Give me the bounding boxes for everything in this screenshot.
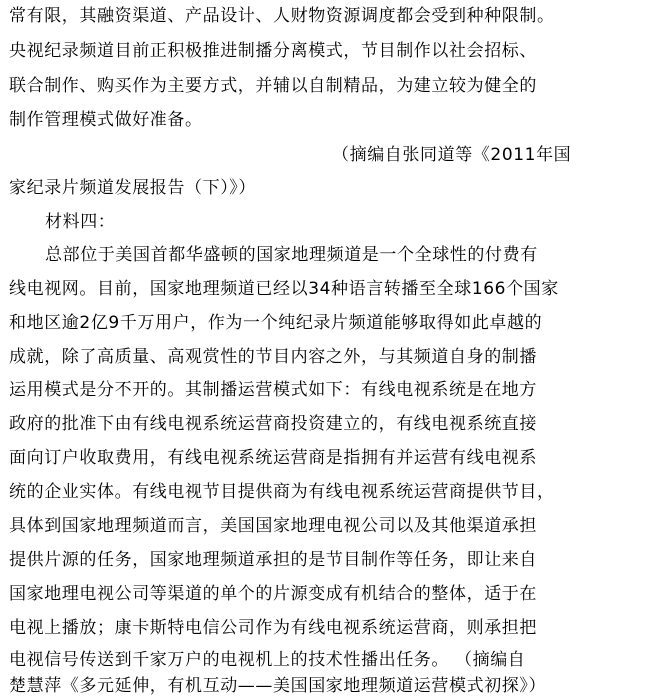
citation-line: 楚慧萍《多元延伸，有机互动——美国国家地理频道运营模式初探》）	[9, 676, 547, 696]
text-line: 政府的批准下由有线电视系统运营商投资建立的，有线电视系统直接	[9, 414, 537, 434]
text-line: 国家地理电视公司等渠道的单个的片源变成有机结合的整体，适于在	[9, 584, 537, 604]
text-line: 面向订户收取费用，有线电视系统运营商是指拥有并运营有线电视系	[9, 448, 537, 468]
text-line: 联合制作、购买作为主要方式，并辅以自制精品，为建立较为健全的	[9, 76, 537, 96]
text-line: 总部位于美国首都华盛顿的国家地理频道是一个全球性的付费有	[45, 245, 538, 265]
citation-line: 家纪录片频道发展报告（下）》）	[9, 178, 256, 198]
section-heading: 材料四：	[45, 212, 116, 232]
text-line: 电视信号传送到千家万户的电视机上的技术性播出任务。 （摘编自	[9, 650, 526, 670]
text-line: 运用模式是分不开的。其制播运营模式如下：有线电视系统是在地方	[9, 380, 537, 400]
text-line: 和地区逾2亿9千万用户，作为一个纯纪录片频道能够取得如此卓越的	[9, 313, 543, 333]
text-line: 成就，除了高质量、高观赏性的节目内容之外，与其频道自身的制播	[9, 347, 537, 367]
text-line: 电视上播放；康卡斯特电信公司作为有线电视系统运营商，则承担把	[9, 618, 537, 638]
text-line: 线电视网。目前，国家地理频道已经以34种语言转播至全球166个国家	[9, 279, 559, 299]
text-line: 常有限，其融资渠道、产品设计、人财物资源调度都会受到种种限制。	[9, 6, 555, 26]
text-line: 具体到国家地理频道而言，美国国家地理电视公司以及其他渠道承担	[9, 516, 537, 536]
citation-line: （摘编自张同道等《2011年国	[332, 145, 572, 165]
text-line: 统的企业实体。有线电视节目提供商为有线电视系统运营商提供节目，	[9, 482, 555, 502]
text-line: 央视纪录频道目前正积极推进制播分离模式，节目制作以社会招标、	[9, 41, 537, 61]
text-line: 制作管理模式做好准备。	[9, 110, 203, 130]
text-line: 提供片源的任务，国家地理频道承担的是节目制作等任务，即让来自	[9, 550, 537, 570]
